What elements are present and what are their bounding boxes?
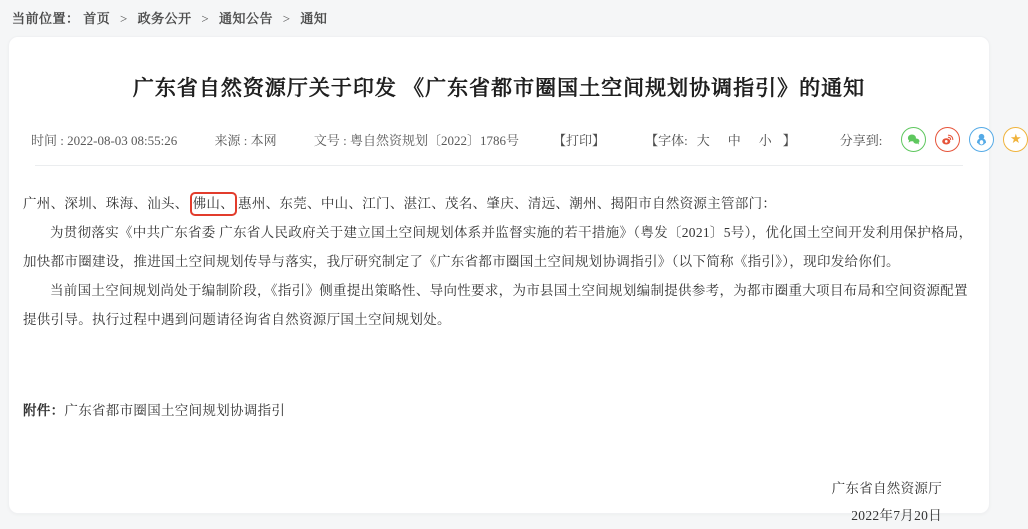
qq-icon (974, 132, 989, 147)
attachment-line (23, 396, 974, 425)
signature-date: 2022年7月20日 (851, 508, 942, 523)
breadcrumb-item-gov-disclosure[interactable]: 政务公开 (137, 11, 192, 26)
font-size-medium-button[interactable]: 中 (727, 133, 741, 148)
notice-card (8, 36, 1022, 523)
meta-doc-number-label: 文号 : (313, 133, 351, 148)
meta-doc-number (314, 133, 519, 148)
page-title: 广东省自然资源厅关于印发 《广东省都市圈国土空间规划协调指引》的通知 (132, 76, 866, 100)
star-share-button[interactable] (1003, 127, 1028, 152)
meta-time (31, 133, 177, 148)
font-size-small-button[interactable]: 小 (758, 133, 772, 148)
signature-block (23, 475, 942, 529)
meta-source-value: 本网 (250, 133, 277, 148)
font-size-control (645, 130, 796, 149)
attachment-link[interactable]: 广东省都市圈国土空间规划协调指引 (64, 403, 286, 418)
star-icon: ★ (1010, 132, 1022, 147)
meta-divider (35, 165, 963, 166)
recipients-before: 广州、深圳、珠海、汕头、 (23, 196, 189, 211)
breadcrumb-item-home[interactable]: 首页 (83, 11, 111, 26)
print-button[interactable]: 【打印】 (553, 133, 606, 148)
attachment-label: 附件： (23, 403, 65, 418)
weibo-share-button[interactable] (935, 127, 960, 152)
breadcrumb-separator: > (120, 11, 128, 26)
foshan-highlight-text: 佛山、 (192, 196, 235, 211)
wechat-share-button[interactable] (901, 127, 926, 152)
meta-source-label: 来源 : (214, 133, 251, 148)
signature-org: 广东省自然资源厅 (831, 481, 942, 496)
meta-doc-number-value: 粤自然资规划〔2022〕1786号 (350, 133, 520, 148)
font-size-large-button[interactable]: 大 (696, 133, 710, 148)
breadcrumb-item-announcements[interactable]: 通知公告 (218, 11, 273, 26)
meta-time-value: 2022-08-03 08:55:26 (67, 133, 178, 148)
breadcrumb-separator: > (201, 11, 210, 26)
paragraph-1: 为贯彻落实《中共广东省委 广东省人民政府关于建立国土空间规划体系并监督实施的若干措施》（粤发〔2021〕5号），优化国土空间开发利用保护格局，加快都市圈建设，推进国土空间规划传导与落实，我厅研究制定了《广东省都市圈国土空间规划协调指引》（以下简称《指引》），现印发给你们。 (23, 225, 973, 269)
meta-info (31, 130, 553, 149)
article-body (23, 189, 974, 529)
font-size-label: 【字体: (645, 133, 688, 148)
weibo-icon (940, 132, 955, 147)
breadcrumb-separator: > (282, 11, 291, 26)
meta-time-label: 时间 : (31, 133, 68, 148)
meta-source (215, 133, 277, 148)
breadcrumb (0, 0, 998, 27)
qq-share-button[interactable] (969, 127, 994, 152)
recipients-after: 惠州、东莞、中山、江门、湛江、茂名、肇庆、清远、潮州、揭阳市自然资源主管部门： (238, 196, 777, 211)
share-label: 分享到: (839, 133, 883, 148)
font-size-label-end: 】 (782, 133, 796, 148)
paragraph-2: 当前国土空间规划尚处于编制阶段，《指引》侧重提出策略性、导向性要求，为市县国土空间规划编制提供参考，为都市圈重大项目布局和空间资源配置提供引导。执行过程中遇到问题请径询省自然资源厅国土空间规划处。 (23, 283, 968, 327)
foshan-highlight-box (190, 192, 237, 216)
tools-group (553, 127, 1028, 152)
meta-toolbar (31, 127, 1022, 152)
breadcrumb-item-notice[interactable]: 通知 (300, 11, 328, 26)
recipients-line (23, 189, 974, 218)
breadcrumb-label: 当前位置： (12, 11, 80, 26)
wechat-icon (906, 132, 921, 147)
